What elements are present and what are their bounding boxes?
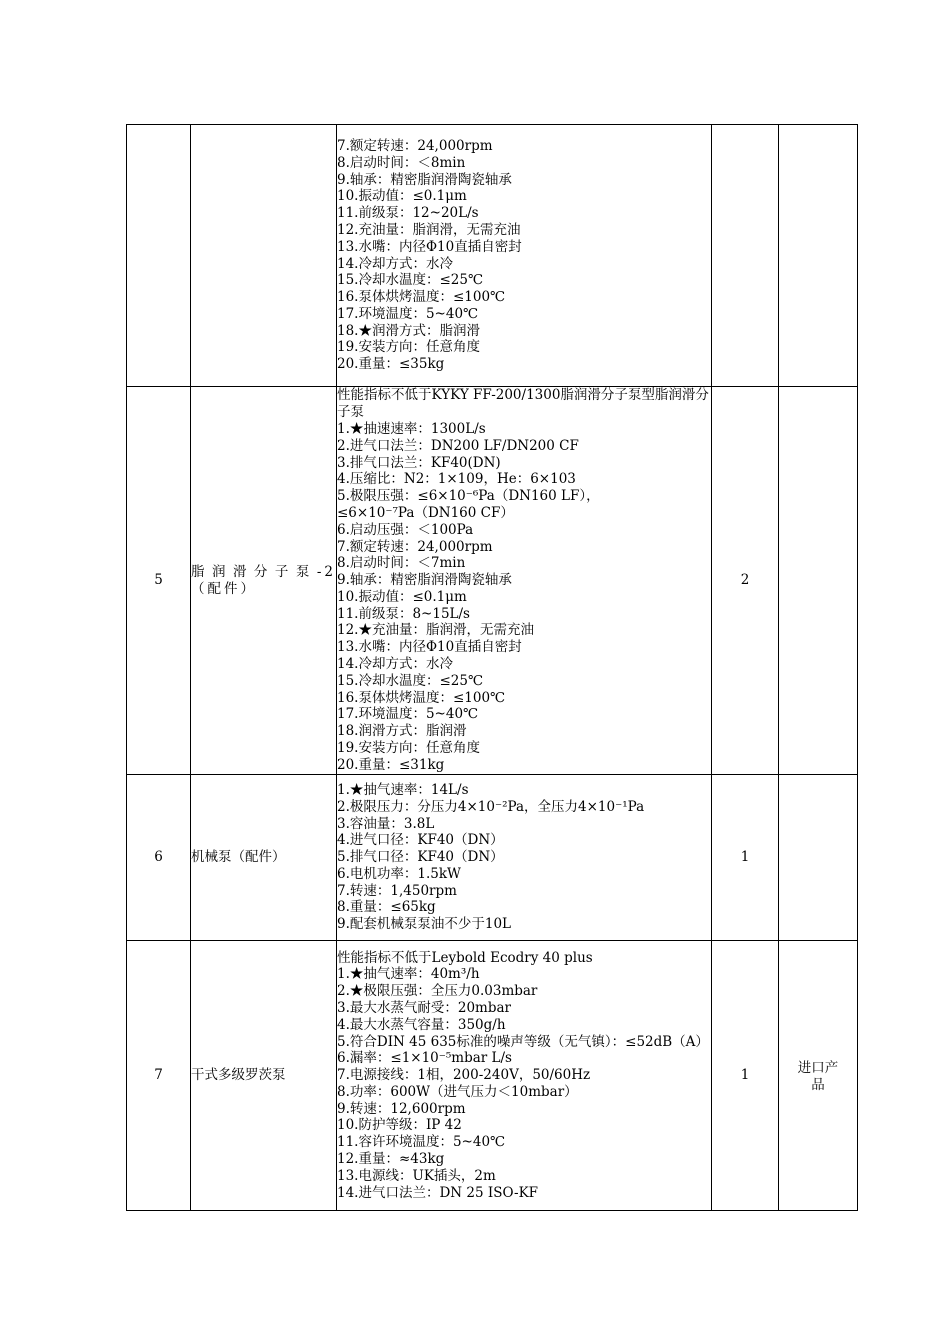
spec-line: 13.电源线：UK插头，2m <box>337 1167 496 1184</box>
spec-line: 11.前级泵：8~15L/s <box>337 605 470 622</box>
spec-line: 9.转速：12,600rpm <box>337 1100 466 1117</box>
spec-line: 性能指标不低于KYKY FF-200/1300脂润滑分子泵型脂润滑分子泵 <box>337 387 709 421</box>
spec-line: 4.最大水蒸气容量：350g/h <box>337 1016 506 1033</box>
equipment-spec-table <box>126 124 858 1211</box>
spec-line: 14.冷却方式：水冷 <box>337 656 453 673</box>
remark <box>779 387 858 775</box>
spec-line: 7.额定转速：24,000rpm <box>337 137 493 154</box>
spec-line: 18.润滑方式：脂润滑 <box>337 723 467 740</box>
spec-line: 1.★抽气速率：14L/s <box>337 781 469 798</box>
spec-line: ≤6×10⁻⁷Pa（DN160 CF） <box>337 504 514 521</box>
spec-line: 2.进气口法兰：DN200 LF/DN200 CF <box>337 437 579 454</box>
row-number: 7 <box>127 941 191 1211</box>
item-name: 脂润滑分子泵-2（配件） <box>191 387 337 775</box>
spec-line: 19.安装方向：任意角度 <box>337 339 480 356</box>
spec-line: 6.漏率：≤1×10⁻⁵mbar L/s <box>337 1050 512 1067</box>
spec-line: 8.启动时间：＜7min <box>337 555 466 572</box>
spec-line: 13.水嘴：内径Φ10直插自密封 <box>337 639 522 656</box>
spec-line: 6.启动压强：＜100Pa <box>337 521 474 538</box>
spec-list <box>337 941 712 1211</box>
spec-line: 9.轴承：精密脂润滑陶瓷轴承 <box>337 572 512 589</box>
spec-line: 3.最大水蒸气耐受：20mbar <box>337 999 512 1016</box>
table-row <box>127 941 858 1211</box>
quantity: 1 <box>712 775 779 941</box>
spec-list <box>337 387 712 775</box>
spec-line: 5.排气口径：KF40（DN） <box>337 849 504 866</box>
spec-line: 10.防护等级：IP 42 <box>337 1117 462 1134</box>
row-number <box>127 125 191 387</box>
remark: 进口产品 <box>779 941 858 1211</box>
spec-line: 19.安装方向：任意角度 <box>337 740 480 757</box>
quantity <box>712 125 779 387</box>
spec-list <box>337 775 712 941</box>
spec-line: 12.重量：≈43kg <box>337 1151 445 1168</box>
spec-line: 1.★抽气速率：40m³/h <box>337 966 480 983</box>
spec-line: 10.振动值：≤0.1μm <box>337 188 467 205</box>
spec-line: 17.环境温度：5~40℃ <box>337 706 479 723</box>
spec-line: 1.★抽速速率：1300L/s <box>337 420 486 437</box>
row-number: 6 <box>127 775 191 941</box>
spec-line: 4.压缩比：N2：1×109，He：6×103 <box>337 471 576 488</box>
spec-line: 12.充油量：脂润滑，无需充油 <box>337 221 521 238</box>
row-number: 5 <box>127 387 191 775</box>
table-body <box>127 125 858 1211</box>
spec-line: 11.前级泵：12~20L/s <box>337 205 479 222</box>
spec-line: 16.泵体烘烤温度：≤100℃ <box>337 689 506 706</box>
spec-line: 8.重量：≤65kg <box>337 899 436 916</box>
spec-line: 7.转速：1,450rpm <box>337 882 457 899</box>
spec-line: 18.★润滑方式：脂润滑 <box>337 322 480 339</box>
spec-line: 14.进气口法兰：DN 25 ISO-KF <box>337 1184 539 1201</box>
spec-line: 2.极限压力：分压力4×10⁻²Pa，全压力4×10⁻¹Pa <box>337 798 645 815</box>
spec-line: 7.额定转速：24,000rpm <box>337 538 493 555</box>
spec-line: 14.冷却方式：水冷 <box>337 255 453 272</box>
spec-line: 5.符合DIN 45 635标准的噪声等级（无气镇）：≤52dB（A） <box>337 1033 709 1050</box>
spec-line: 11.容许环境温度：5~40℃ <box>337 1134 506 1151</box>
spec-line: 性能指标不低于Leybold Ecodry 40 plus <box>337 949 593 966</box>
spec-line: 3.容油量：3.8L <box>337 815 435 832</box>
table-row <box>127 775 858 941</box>
spec-line: 13.水嘴：内径Φ10直插自密封 <box>337 238 522 255</box>
spec-list <box>337 125 712 387</box>
spec-line: 10.振动值：≤0.1μm <box>337 588 467 605</box>
spec-line: 5.极限压强：≤6×10⁻⁶Pa（DN160 LF）， <box>337 488 600 505</box>
spec-line: 3.排气口法兰：KF40(DN) <box>337 454 501 471</box>
spec-line: 7.电源接线：1相，200-240V，50/60Hz <box>337 1067 591 1084</box>
remark <box>779 775 858 941</box>
spec-line: 20.重量：≤35kg <box>337 356 445 373</box>
spec-line: 6.电机功率：1.5kW <box>337 865 461 882</box>
spec-line: 12.★充油量：脂润滑，无需充油 <box>337 622 534 639</box>
item-name <box>191 125 337 387</box>
spec-line: 9.配套机械泵泵油不少于10L <box>337 916 512 933</box>
spec-line: 2.★极限压强：全压力0.03mbar <box>337 983 538 1000</box>
spec-line: 8.启动时间：＜8min <box>337 154 466 171</box>
table-row <box>127 387 858 775</box>
spec-line: 8.功率：600W（进气压力＜10mbar） <box>337 1083 578 1100</box>
quantity: 1 <box>712 941 779 1211</box>
item-name: 干式多级罗茨泵 <box>191 941 337 1211</box>
quantity: 2 <box>712 387 779 775</box>
spec-line: 16.泵体烘烤温度：≤100℃ <box>337 289 506 306</box>
spec-line: 20.重量：≤31kg <box>337 756 445 773</box>
remark <box>779 125 858 387</box>
table-row <box>127 125 858 387</box>
spec-line: 9.轴承：精密脂润滑陶瓷轴承 <box>337 171 512 188</box>
spec-line: 15.冷却水温度：≤25℃ <box>337 672 484 689</box>
spec-line: 4.进气口径：KF40（DN） <box>337 832 504 849</box>
item-name: 机械泵（配件） <box>191 775 337 941</box>
spec-line: 17.环境温度：5~40℃ <box>337 305 479 322</box>
spec-line: 15.冷却水温度：≤25℃ <box>337 272 484 289</box>
